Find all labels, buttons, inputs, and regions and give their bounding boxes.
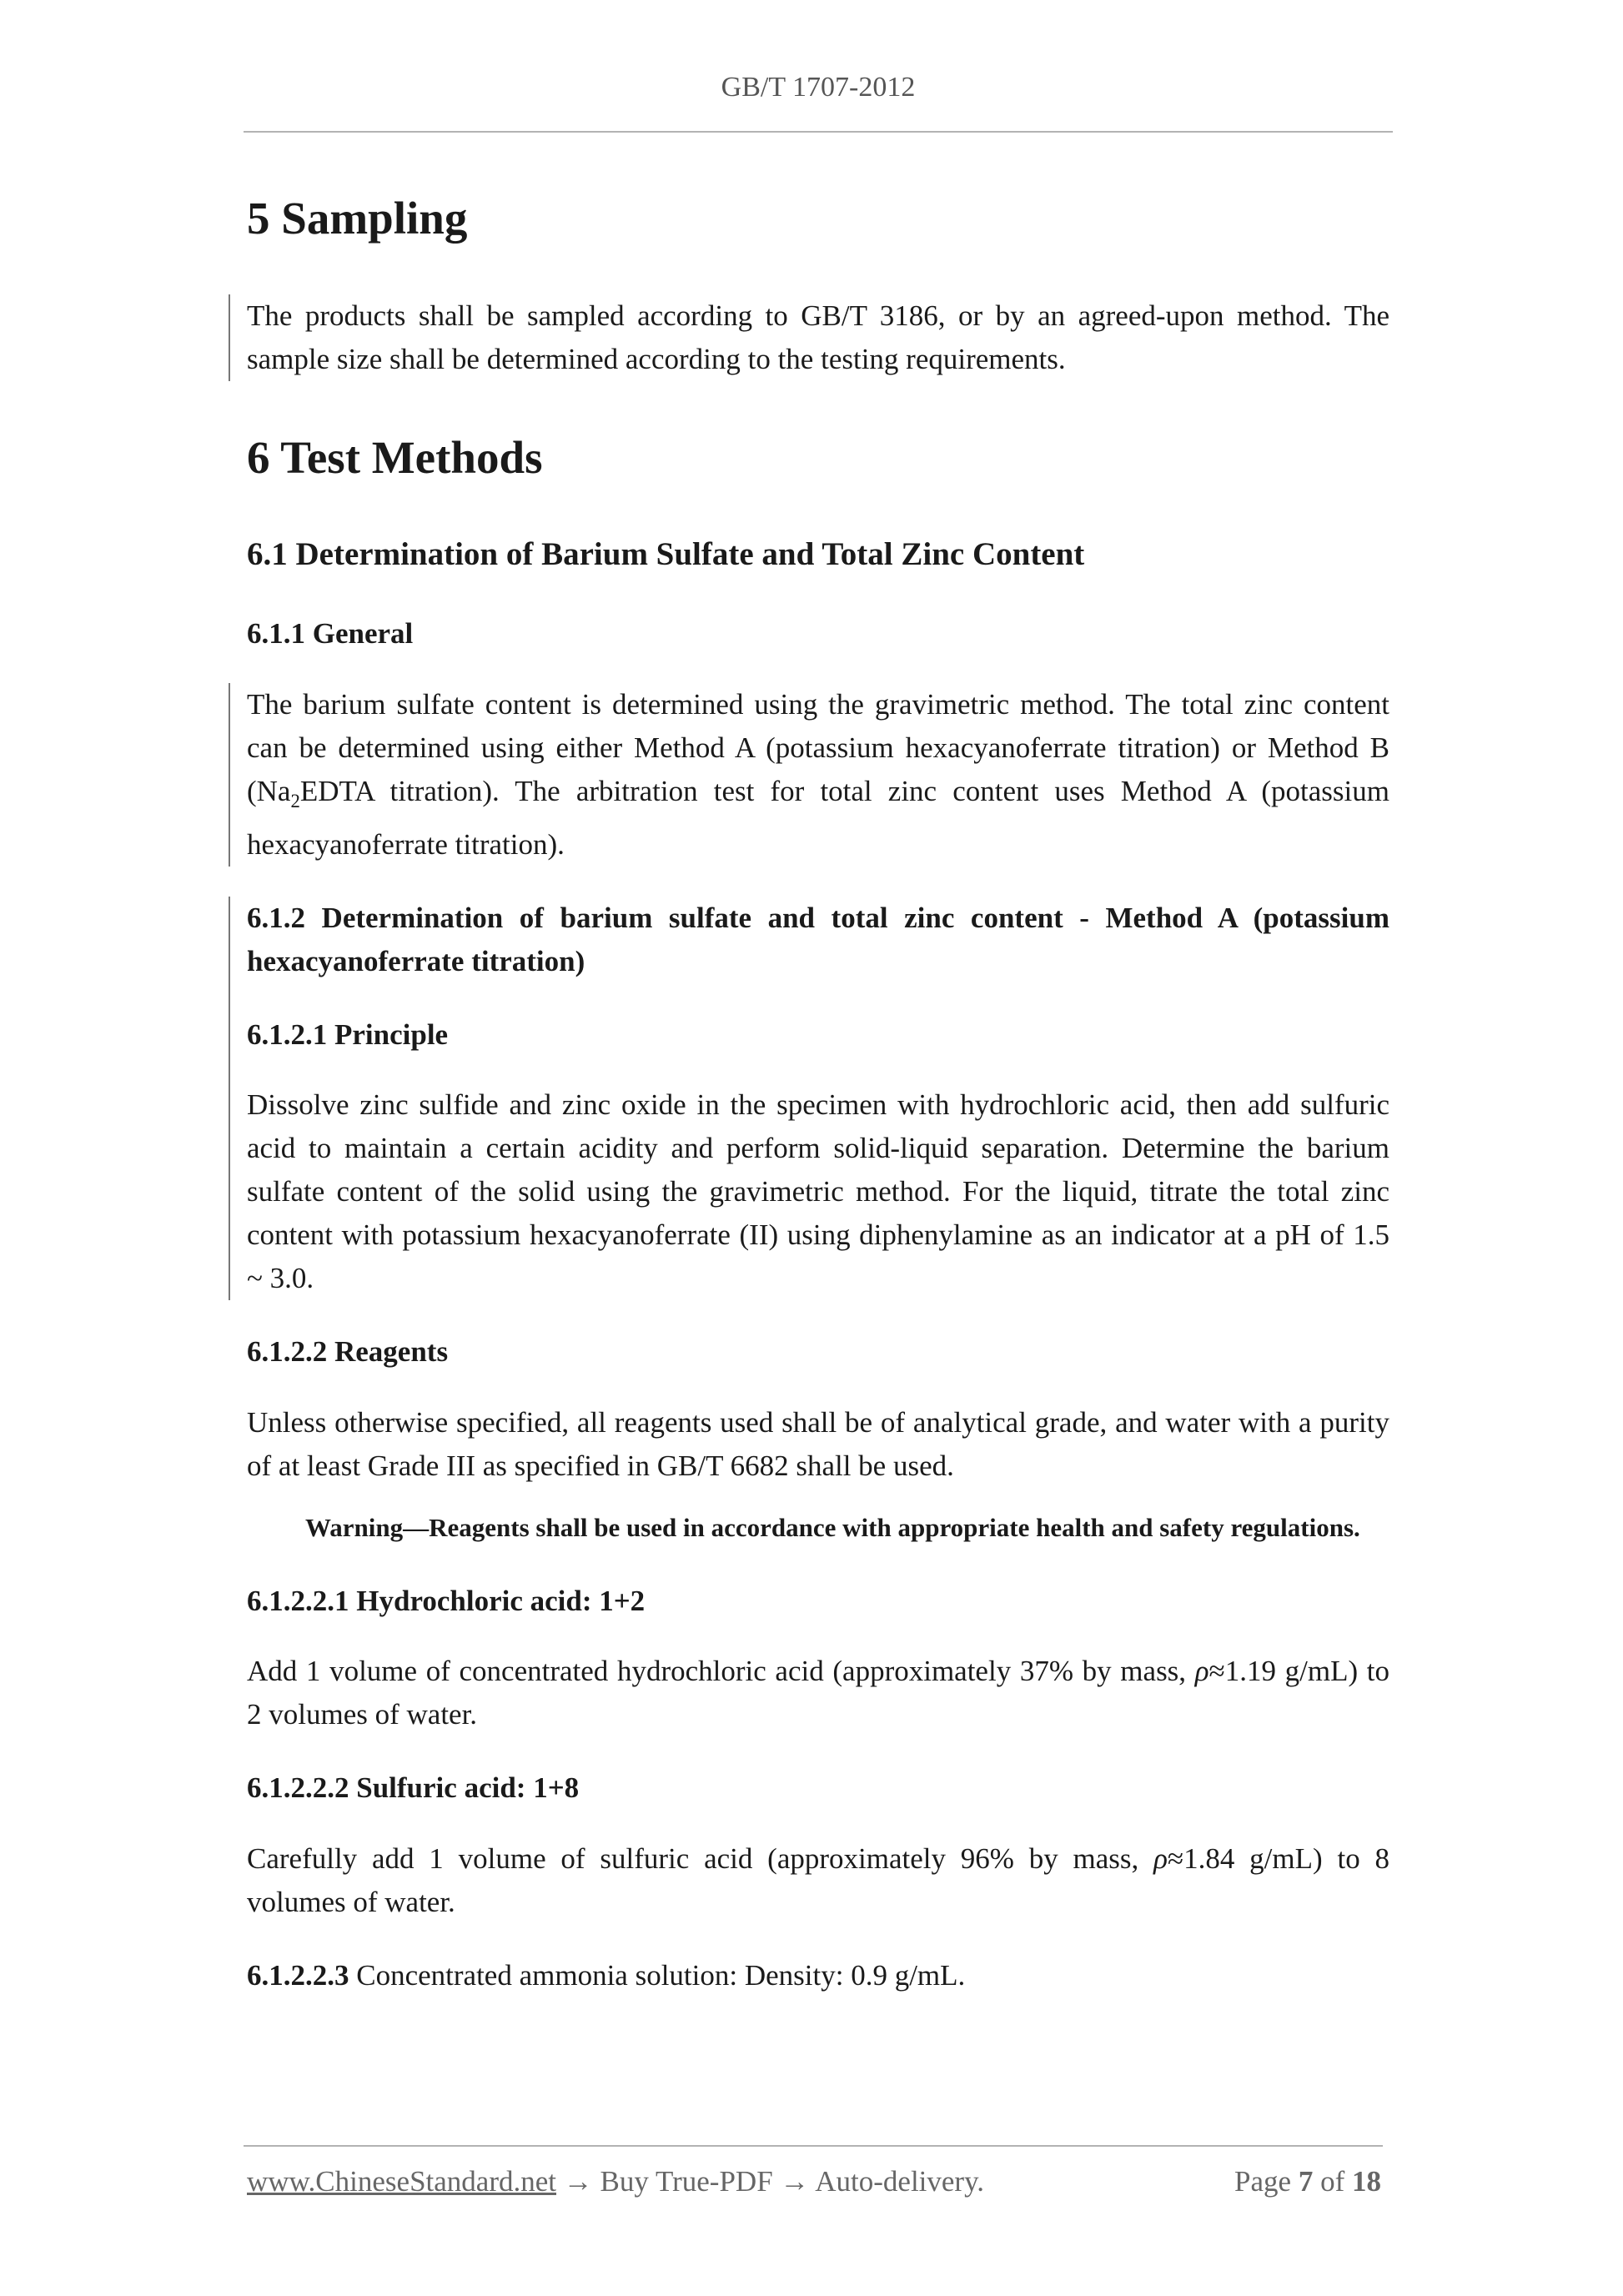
section-6-1-2-2-3-number: 6.1.2.2.3 — [247, 1958, 349, 1992]
website-link[interactable]: www.ChineseStandard.net — [247, 2165, 556, 2198]
section-5-paragraph: The products shall be sampled according to GB/T 3186, or by an agreed-upon method. The sample size shall be determined according to the testing requirements. — [247, 299, 1389, 375]
section-6-1-2-block — [247, 897, 1389, 1301]
footer-left — [247, 2165, 984, 2198]
section-6-1-2-1-heading: 6.1.2.1 Principle — [247, 1017, 449, 1051]
h2so4-text-a: Carefully add 1 volume of sulfuric acid (approximately 96% by mass, — [247, 1841, 1154, 1875]
page-total: 18 — [1352, 2165, 1381, 2198]
page-indicator — [1234, 2165, 1381, 2198]
hcl-text-a: Add 1 volume of concentrated hydrochloric acid (approximately 37% by mass, — [247, 1655, 1195, 1688]
section-6-1-1-paragraph — [247, 683, 1389, 867]
buy-text: Buy True-PDF — [600, 2165, 773, 2198]
section-6-1-2-2-paragraph: Unless otherwise specified, all reagents used shall be of analytical grade, and water with a purity of at least Grade III as specified in GB/T 6682 shall be used. — [247, 1405, 1389, 1482]
warning-note: Warning—Reagents shall be used in accordance with appropriate health and safety regulations. — [305, 1512, 1360, 1542]
section-6-1-heading: 6.1 Determination of Barium Sulfate and Total Zinc Content — [247, 535, 1085, 572]
arrow-icon: → — [563, 2165, 593, 2198]
auto-delivery-text: Auto-delivery. — [815, 2165, 985, 2198]
footer-rule — [244, 2145, 1383, 2147]
of-label: of — [1320, 2165, 1345, 2198]
hcl-text-b: ≈1.19 g/mL) to 2 volumes of water. — [247, 1655, 1390, 1731]
document-body — [247, 190, 1389, 1997]
header-rule — [244, 131, 1393, 133]
arrow-icon: → — [780, 2165, 810, 2198]
h2so4-text-b: ≈1.84 g/mL) to 8 volumes of water. — [247, 1841, 1389, 1918]
section-6-1-2-2-2-paragraph — [247, 1837, 1389, 1924]
section-6-1-2-2-2-heading: 6.1.2.2.2 Sulfuric acid: 1+8 — [247, 1771, 580, 1805]
general-text-b: EDTA titration). The arbitration test for total zinc content uses Method A (potassium hexacyanoferrate titration). — [247, 774, 1389, 861]
section-6-1-1-paragraph-block — [247, 683, 1389, 867]
section-6-1-2-heading: 6.1.2 Determination of barium sulfate and total zinc content - Method A (potassium hexacyanoferrate titration) — [247, 901, 1389, 977]
na2-subscript: 2 — [290, 790, 300, 811]
section-6-1-2-2-1-heading: 6.1.2.2.1 Hydrochloric acid: 1+2 — [247, 1584, 646, 1617]
section-6-1-1-heading: 6.1.1 General — [247, 617, 414, 651]
section-6-1-2-2-3-paragraph — [247, 1954, 1389, 1997]
document-footer — [247, 2165, 1381, 2198]
section-5-paragraph-block — [247, 294, 1389, 381]
rho-symbol: ρ — [1194, 1655, 1209, 1688]
section-6-heading: 6 Test Methods — [247, 431, 543, 483]
section-5-heading: 5 Sampling — [247, 193, 468, 244]
rho-symbol: ρ — [1153, 1841, 1168, 1875]
document-header: GB/T 1707-2012 — [721, 72, 916, 103]
general-text-a: The barium sulfate content is determined using the gravimetric method. The total zinc content can be determined using either Method A (potassium hexacyanoferrate titration) or Method B (Na — [247, 687, 1389, 807]
section-6-1-2-1-paragraph: Dissolve zinc sulfide and zinc oxide in the specimen with hydrochloric acid, then add sulfuric acid to maintain a certain acidity and perform solid-liquid separation. Determine the barium sulfate content of the solid using the gravimetric method. For the liquid, titrate the total zinc content with potassium hexacyanoferrate (II) using diphenylamine as an indicator at a pH of 1.5 ~ 3.0. — [247, 1088, 1389, 1295]
section-6-1-2-2-1-paragraph — [247, 1650, 1389, 1736]
page-label: Page — [1234, 2165, 1292, 2198]
section-6-1-2-2-heading: 6.1.2.2 Reagents — [247, 1335, 449, 1369]
page-number: 7 — [1298, 2165, 1314, 2198]
ammonia-text: Concentrated ammonia solution: Density: 0.9 g/mL. — [349, 1958, 966, 1992]
